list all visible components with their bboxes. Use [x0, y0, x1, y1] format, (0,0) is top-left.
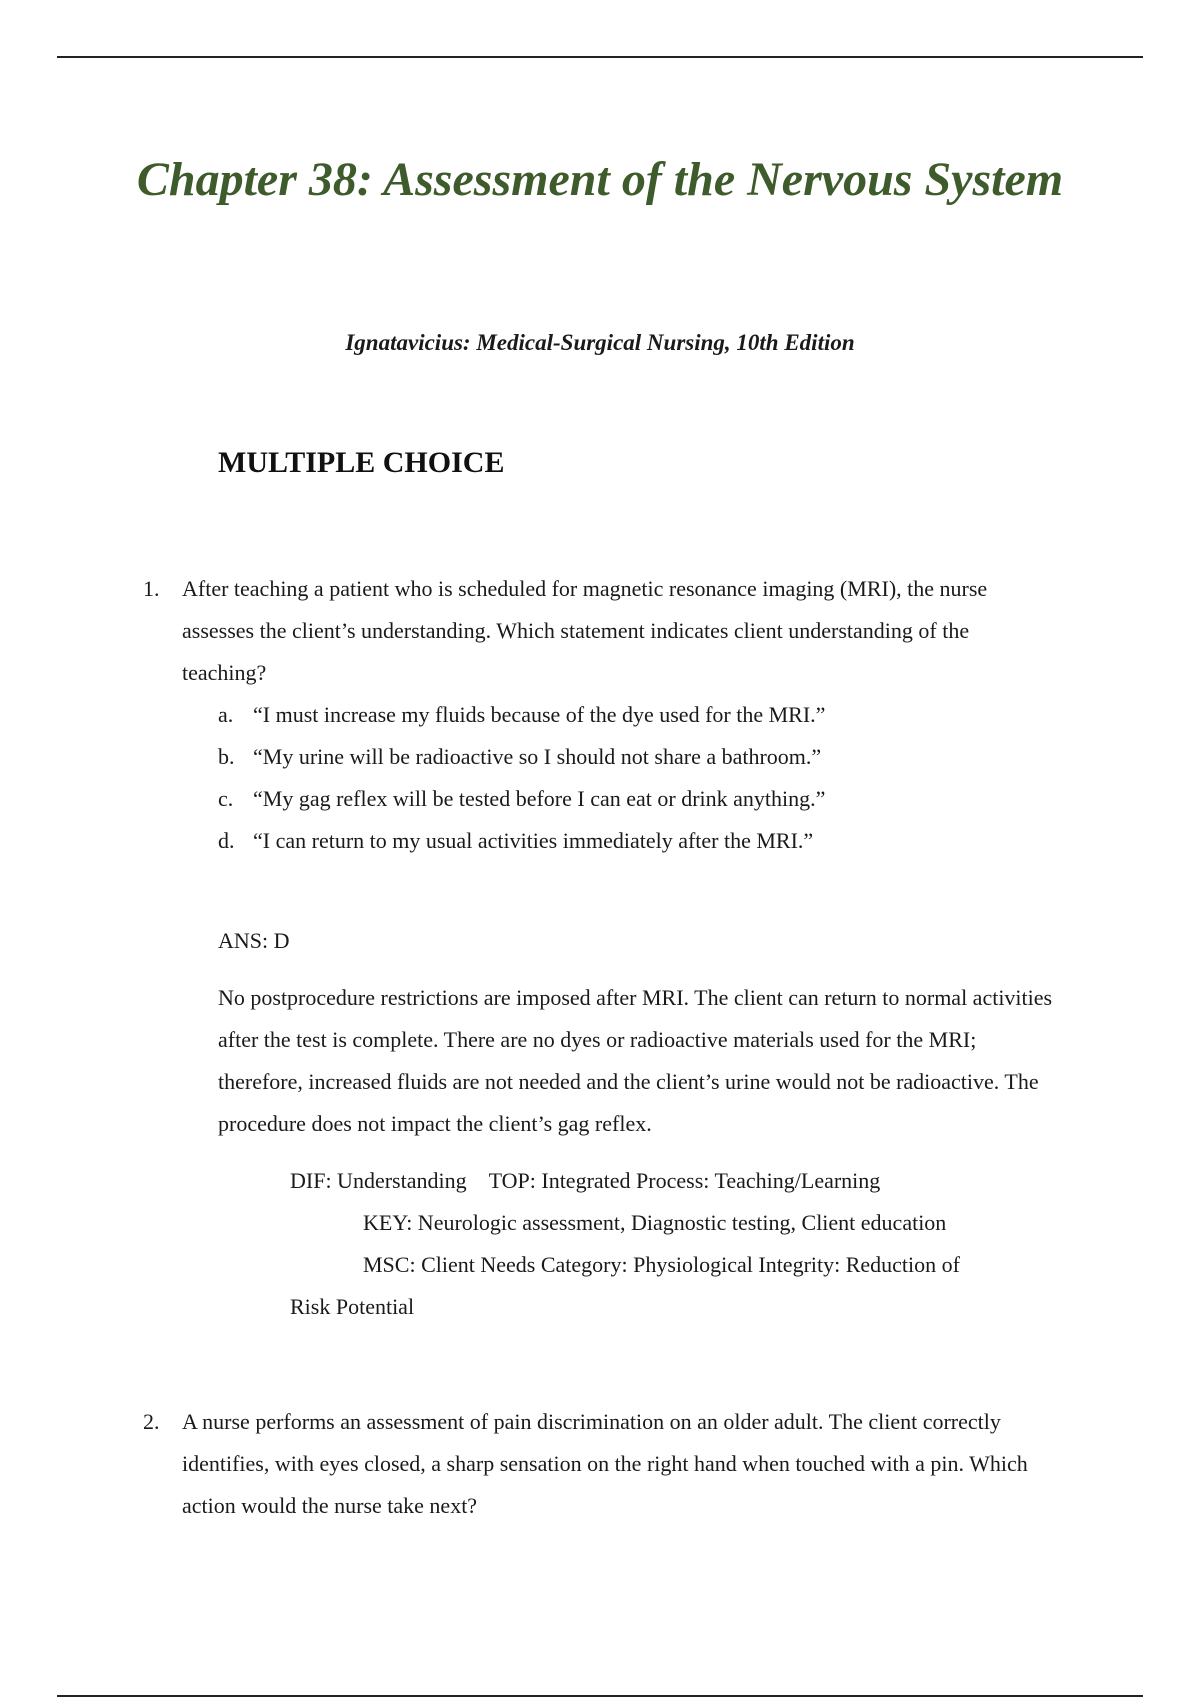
msc-tag: MSC: Client Needs Category: Physiological Integrity: Reduction of — [363, 1252, 960, 1277]
question-1 — [143, 568, 1043, 862]
option-text: “My urine will be radioactive so I should not share a bathroom.” — [253, 744, 822, 769]
section-heading: MULTIPLE CHOICE — [218, 446, 505, 479]
answer-block — [218, 920, 1058, 1145]
question-number: 1. — [143, 576, 160, 601]
top-rule — [57, 56, 1143, 58]
answer-rationale: No postprocedure restrictions are imposed after MRI. The client can return to normal activities after the test is complete. There are no dyes or radioactive materials used for the MRI; therefore, increased fluids are not needed and the client’s urine would not be radioactive. The procedure does not impact the client’s gag reflex. — [218, 985, 1053, 1136]
key-tag: KEY: Neurologic assessment, Diagnostic testing, Client education — [363, 1210, 947, 1235]
option-d — [218, 820, 1043, 862]
question-text: After teaching a patient who is scheduled for magnetic resonance imaging (MRI), the nurse assesses the client’s understanding. Which statement indicates client understanding of the teaching? — [182, 576, 988, 685]
topic-tag: TOP: Integrated Process: Teaching/Learning — [488, 1168, 881, 1193]
chapter-title: Chapter 38: Assessment of the Nervous System — [136, 153, 1064, 206]
option-letter: c. — [218, 786, 234, 811]
option-letter: d. — [218, 828, 235, 853]
option-c — [218, 778, 1043, 820]
option-letter: a. — [218, 702, 234, 727]
question-2 — [143, 1401, 1043, 1527]
answer-options — [218, 694, 1043, 862]
question-text: A nurse performs an assessment of pain discrimination on an older adult. The client correctly identifies, with eyes closed, a sharp sensation on the right hand when touched with a pin. Which action would the nurse take next? — [182, 1409, 1028, 1518]
option-b — [218, 736, 1043, 778]
question-number: 2. — [143, 1409, 160, 1434]
option-a — [218, 694, 1043, 736]
option-letter: b. — [218, 744, 235, 769]
bottom-rule — [57, 1695, 1143, 1697]
option-text: “My gag reflex will be tested before I can eat or drink anything.” — [253, 786, 826, 811]
answer-key: ANS: D — [218, 928, 290, 953]
option-text: “I can return to my usual activities immediately after the MRI.” — [253, 828, 814, 853]
difficulty-tag: DIF: Understanding — [290, 1168, 467, 1193]
msc-tag-continued: Risk Potential — [290, 1294, 415, 1319]
question-metadata — [290, 1160, 1050, 1328]
book-subtitle: Ignatavicius: Medical-Surgical Nursing, 10th Edition — [345, 330, 855, 355]
option-text: “I must increase my fluids because of the dye used for the MRI.” — [253, 702, 826, 727]
